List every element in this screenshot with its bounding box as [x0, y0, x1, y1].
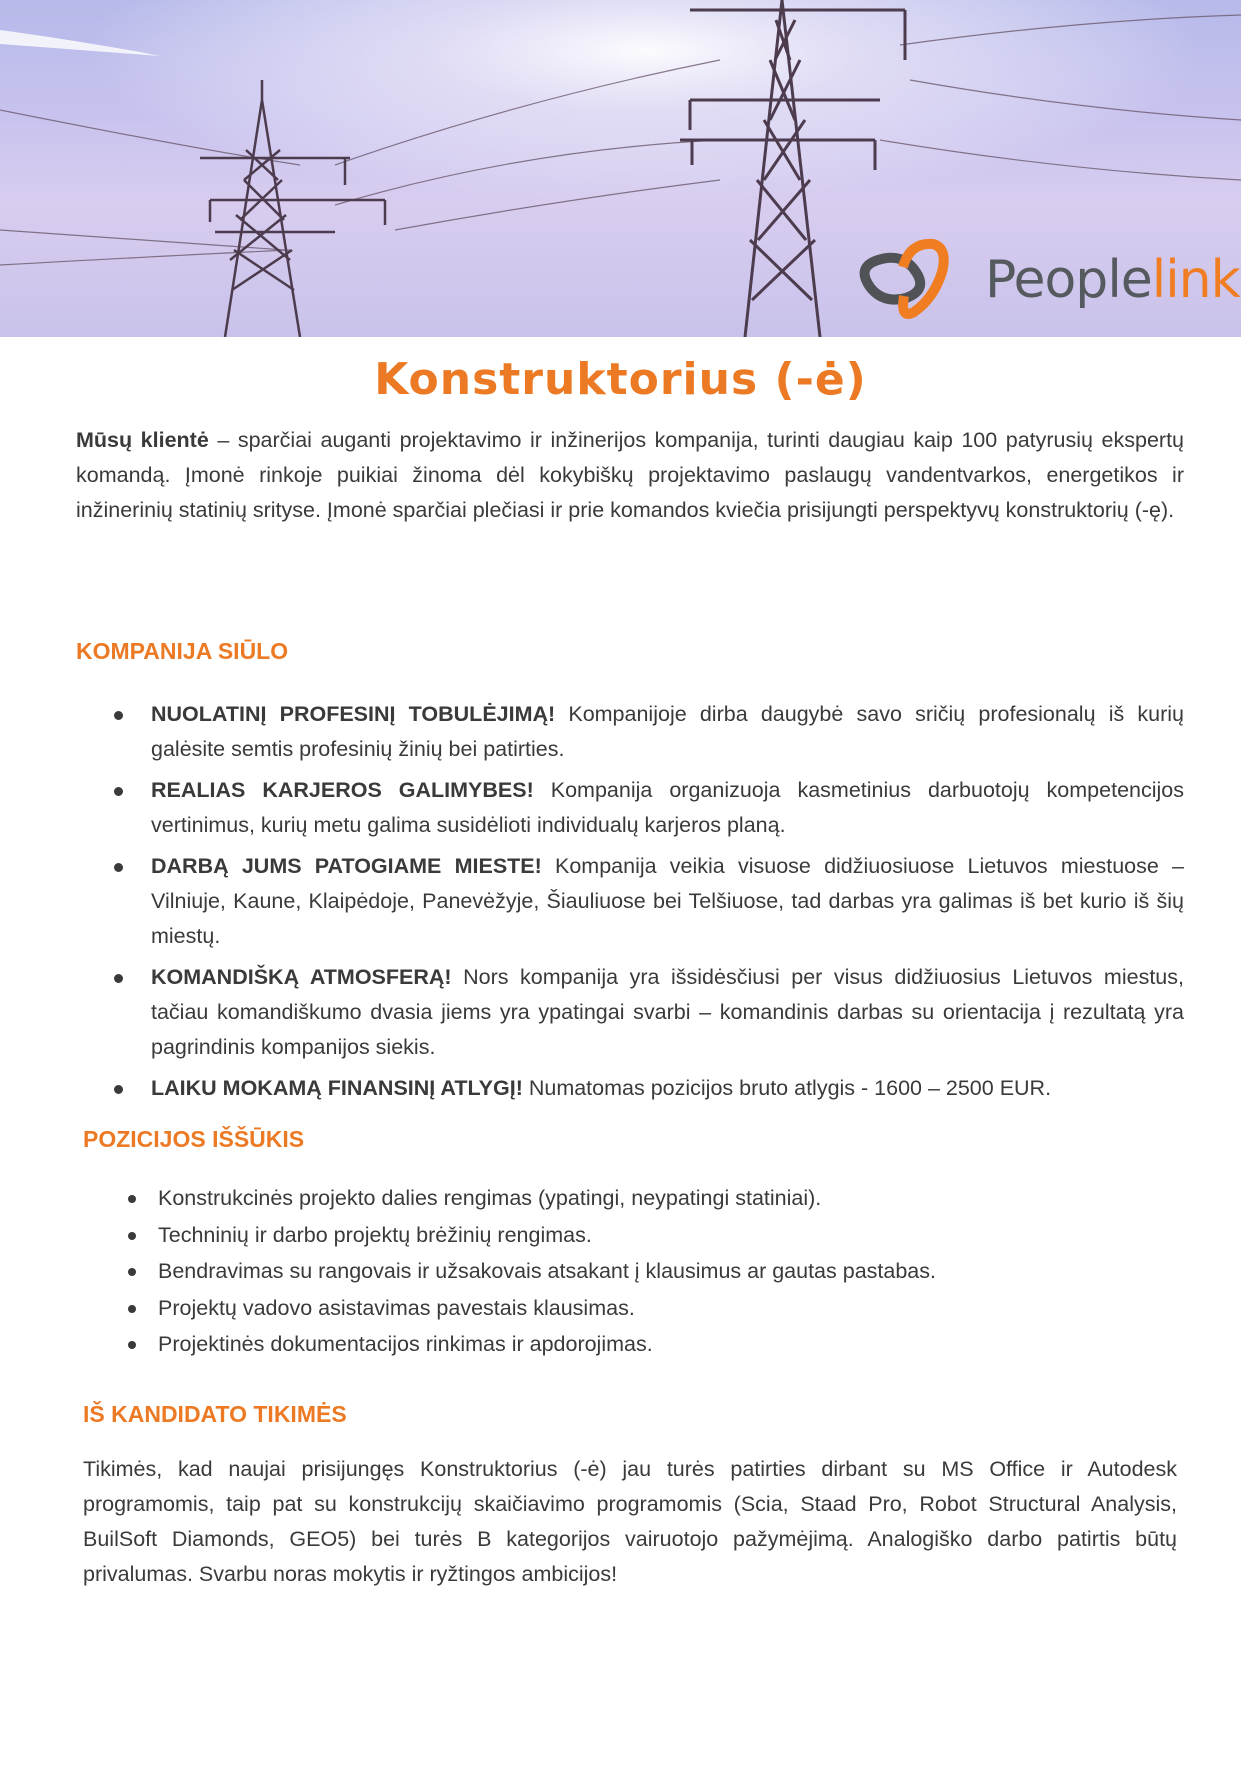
list-item	[83, 1326, 1183, 1363]
offer-text: Numatomas pozicijos bruto atlygis - 1600 – 2500 EUR.	[522, 1076, 1052, 1100]
offer-text: Kompanija organizuoja kasmetinius darbuotojų kompetencijos vertinimus, kurių metu galima susidėlioti individualų karjeros planą.	[151, 778, 1184, 837]
job-title: Konstruktorius (-ė)	[374, 354, 867, 405]
list-item	[76, 697, 1184, 767]
intro-paragraph	[76, 423, 1184, 528]
offer-title: DARBĄ JUMS PATOGIAME MIESTE!	[151, 854, 542, 878]
offer-title: LAIKU MOKAMĄ FINANSINĮ ATLYGĮ!	[151, 1076, 523, 1100]
challenges-list	[83, 1180, 1183, 1363]
bullet-icon	[114, 863, 123, 872]
list-item	[76, 849, 1184, 954]
challenge-text: Bendravimas su rangovais ir užsakovais atsakant į klausimus ar gautas pastabas.	[158, 1259, 936, 1283]
list-item	[83, 1253, 1183, 1290]
offer-title: KOMANDIŠKĄ ATMOSFERĄ!	[151, 965, 452, 989]
header-banner	[0, 0, 1241, 337]
list-item	[76, 960, 1184, 1065]
list-item	[83, 1290, 1183, 1327]
challenges-heading: POZICIJOS IŠŠŪKIS	[83, 1126, 305, 1152]
bullet-icon	[128, 1195, 136, 1203]
list-item	[76, 1071, 1184, 1106]
offer-title: REALIAS KARJEROS GALIMYBES!	[151, 778, 534, 802]
bullet-icon	[128, 1232, 136, 1240]
peoplelink-logo-text: Peoplelink	[985, 250, 1240, 310]
bullet-icon	[114, 1085, 123, 1094]
offer-title: NUOLATINĮ PROFESINĮ TOBULĖJIMĄ!	[151, 702, 556, 726]
challenge-text: Techninių ir darbo projektų brėžinių rengimas.	[158, 1222, 592, 1247]
bullet-icon	[128, 1305, 136, 1313]
offer-text: Nors kompanija yra išsidėsčiusi per visus didžiuosius Lietuvos miestus, tačiau komandiškumo dvasia jiems yra ypatingai svarbi – komandinis darbas su orientacija į rezultatą yra pagrindinis kompanijos siekis.	[151, 965, 1184, 1059]
intro-text: – sparčiai auganti projektavimo ir inžinerijos kompanija, turinti daugiau kaip 100 patyrusių ekspertų komandą. Įmonė rinkoje puikiai žinoma dėl kokybiškų projektavimo paslaugų vandentvarkos, energetikos ir inžinerinių statinių srityse. Įmonė sparčiai plečiasi ir prie komandos kviečia prisijungti perspektyvų konstruktorių (-ę).	[76, 428, 1184, 522]
bullet-icon	[114, 787, 123, 796]
offer-text: Kompanija veikia visuose didžiuosiuose Lietuvos miestuose – Vilniuje, Kaune, Klaipėdoje, Panevėžyje, Šiauliuose bei Telšiuose, tad darbas yra galimas iš bet kurio iš šių miestų.	[151, 854, 1184, 948]
intro-lead: Mūsų klientė	[76, 428, 209, 452]
list-item	[83, 1180, 1183, 1217]
challenge-text: Konstrukcinės projekto dalies rengimas (ypatingi, neypatingi statiniai).	[158, 1186, 822, 1210]
list-item	[76, 773, 1184, 843]
bullet-icon	[114, 974, 123, 983]
bullet-icon	[114, 711, 123, 720]
offers-list	[76, 697, 1184, 1112]
challenge-text: Projektų vadovo asistavimas pavestais klausimas.	[158, 1295, 635, 1320]
offers-heading: KOMPANIJA SIŪLO	[76, 638, 289, 664]
offer-text: Kompanijoje dirba daugybė savo sričių profesionalų iš kurių galėsite semtis profesinių žinių bei patirties.	[151, 702, 1184, 761]
bullet-icon	[128, 1268, 136, 1276]
bullet-icon	[128, 1341, 136, 1349]
list-item	[83, 1217, 1183, 1254]
expectations-heading: IŠ KANDIDATO TIKIMĖS	[83, 1401, 347, 1427]
expectations-paragraph: Tikimės, kad naujai prisijungęs Konstruktorius (-ė) jau turės patirties dirbant su MS Office ir Autodesk programomis, taip pat su konstrukcijų skaičiavimo programomis (Scia, Staad Pro, Robot Structural Analysis, BuilSoft Diamonds, GEO5) bei turės B kategorijos vairuotojo pažymėjimą. Analogiško darbo patirtis būtų privalumas. Svarbu noras mokytis ir ryžtingos ambicijos!	[83, 1457, 1177, 1586]
challenge-text: Projektinės dokumentacijos rinkimas ir apdorojimas.	[158, 1332, 653, 1356]
